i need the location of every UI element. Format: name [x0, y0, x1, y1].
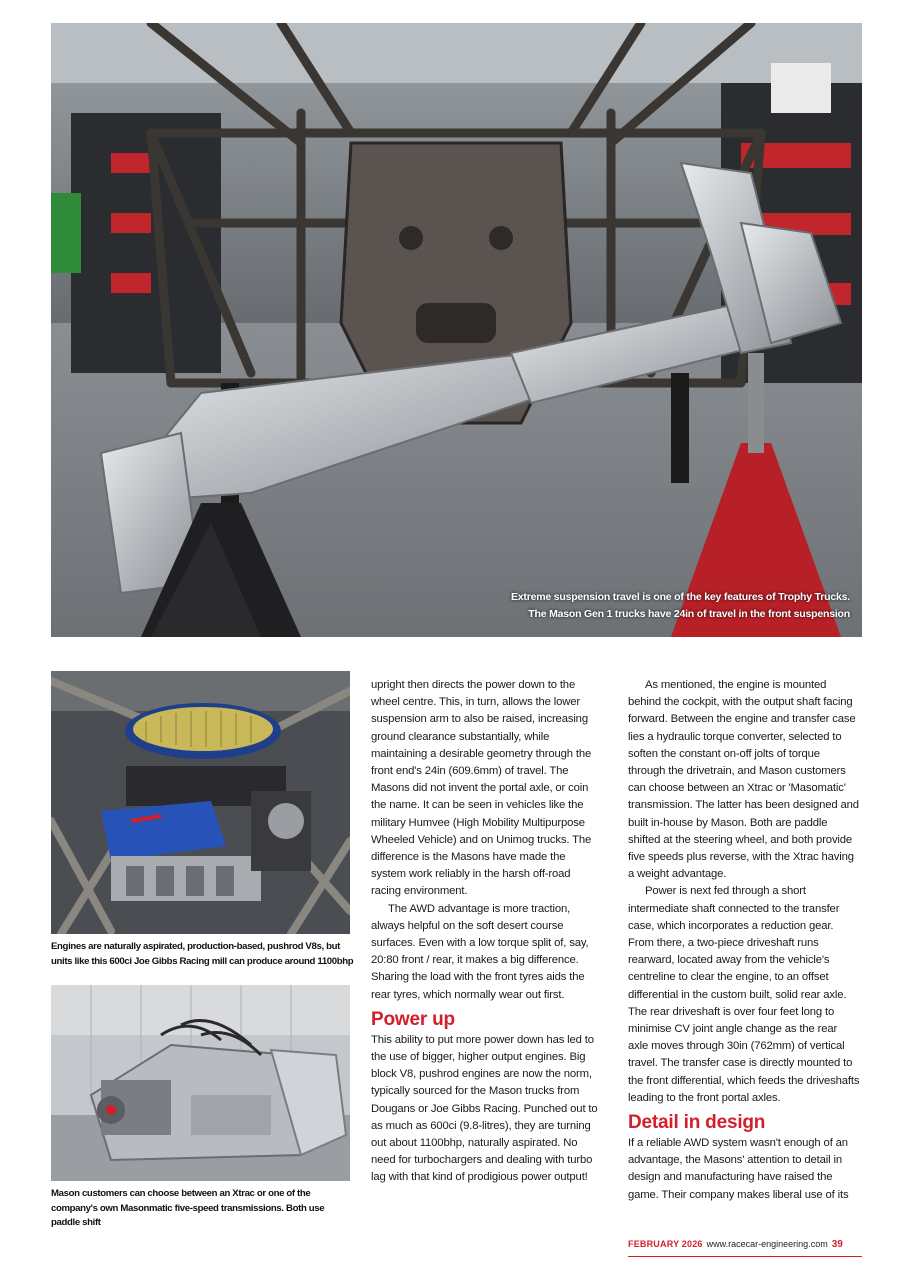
engine-photo-illustration [51, 671, 350, 934]
engine-photo [51, 671, 350, 934]
body-paragraph: The AWD advantage is more traction, always helpful on the soft desert course surfaces. Even with a low torque split of, say, 20:80 front / rear, it makes a big difference. Sharing the load with the front tyres aids the rear tyres, which normally wear out first. [371, 902, 589, 1001]
body-paragraph: If a reliable AWD system wasn't enough of an advantage, the Masons' attention to detail in design and manufacturing have raised the game. Their company makes liberal use of its [628, 1137, 849, 1201]
body-paragraph: Power is next fed through a short intermediate shaft connected to the transfer case, which incorporates a reduction gear. From there, a two-piece driveshaft runs rearward, located away from the vehicle's centreline to clear the engine, to an offset differential in the custom built, solid rear axle. The rear driveshaft is over four feet long to minimise CV joint angle change as the rear axle moves through 30in (762mm) of vertical travel. The transfer case is directly mounted to the front differential, which feeds the driveshafts leading to the front portal axles. [628, 885, 860, 1104]
footer-issue-date: FEBRUARY 2026 [628, 1239, 703, 1249]
section-heading-power-up: Power up [371, 1008, 455, 1030]
engine-caption: Engines are naturally aspirated, production-based, pushrod V8s, but units like this 600ci Joe Gibbs Racing mill can produce around 1100bhp [51, 941, 354, 967]
footer-url[interactable]: www.racecar-engineering.com [706, 1239, 828, 1249]
footer-divider [628, 1256, 862, 1257]
body-paragraph: upright then directs the power down to the wheel centre. This, in turn, allows the lower suspension arm to also be raised, increasing ground clearance substantially, while maintaining a desirable geometry through the front end's 24in (609.6mm) of travel. The Masons did not invent the portal axle, or coin the name. It can be seen in vehicles like the military Humvee (High Mobility Multipurpose Wheeled Vehicle) and on Unimog trucks. The difference is the Masons have made the system work reliably in the harsh off-road racing environment. [371, 679, 592, 898]
hero-photo-illustration [51, 23, 862, 637]
hero-caption-line1: Extreme suspension travel is one of the key features of Trophy Trucks. [510, 591, 850, 603]
hero-caption [511, 589, 850, 623]
article-column-middle [371, 677, 603, 1187]
article-column-right [628, 677, 860, 1204]
page-number: 39 [831, 1239, 843, 1250]
hero-photo [51, 23, 862, 637]
transmission-photo [51, 985, 350, 1181]
section-heading-detail-in-design: Detail in design [628, 1112, 766, 1134]
transmission-photo-illustration [51, 985, 350, 1181]
page-footer [628, 1237, 862, 1252]
body-paragraph: As mentioned, the engine is mounted behind the cockpit, with the output shaft facing forward. Between the engine and transfer case lies a hydraulic torque converter, selected to soften the constant on-off jolts of torque through the drivetrain, and Mason customers can choose between an Xtrac or 'Masomatic' transmission. The latter has been designed and built in-house by Mason. Both are paddle shifted at the steering wheel, and both provide five speeds plus reverse, with the Xtrac having a weight advantage. [628, 679, 859, 881]
hero-caption-line2: The Mason Gen 1 trucks have 24in of travel in the front suspension [528, 608, 850, 620]
body-paragraph: This ability to put more power down has led to the use of bigger, higher output engines. Big block V8, pushrod engines are now the norm, typically sourced for the Mason trucks from Dougans or Joe Gibbs Racing. Punched out to as much as 600ci (9.8-litres), they are turning out about 1100bhp, naturally aspirated. No need for turbochargers and dealing with turbo lag with that kind of prodigious power output! [371, 1033, 598, 1184]
transmission-caption: Mason customers can choose between an Xtrac or one of the company's own Masonmatic five-speed transmissions. Both use paddle shift [51, 1188, 325, 1228]
